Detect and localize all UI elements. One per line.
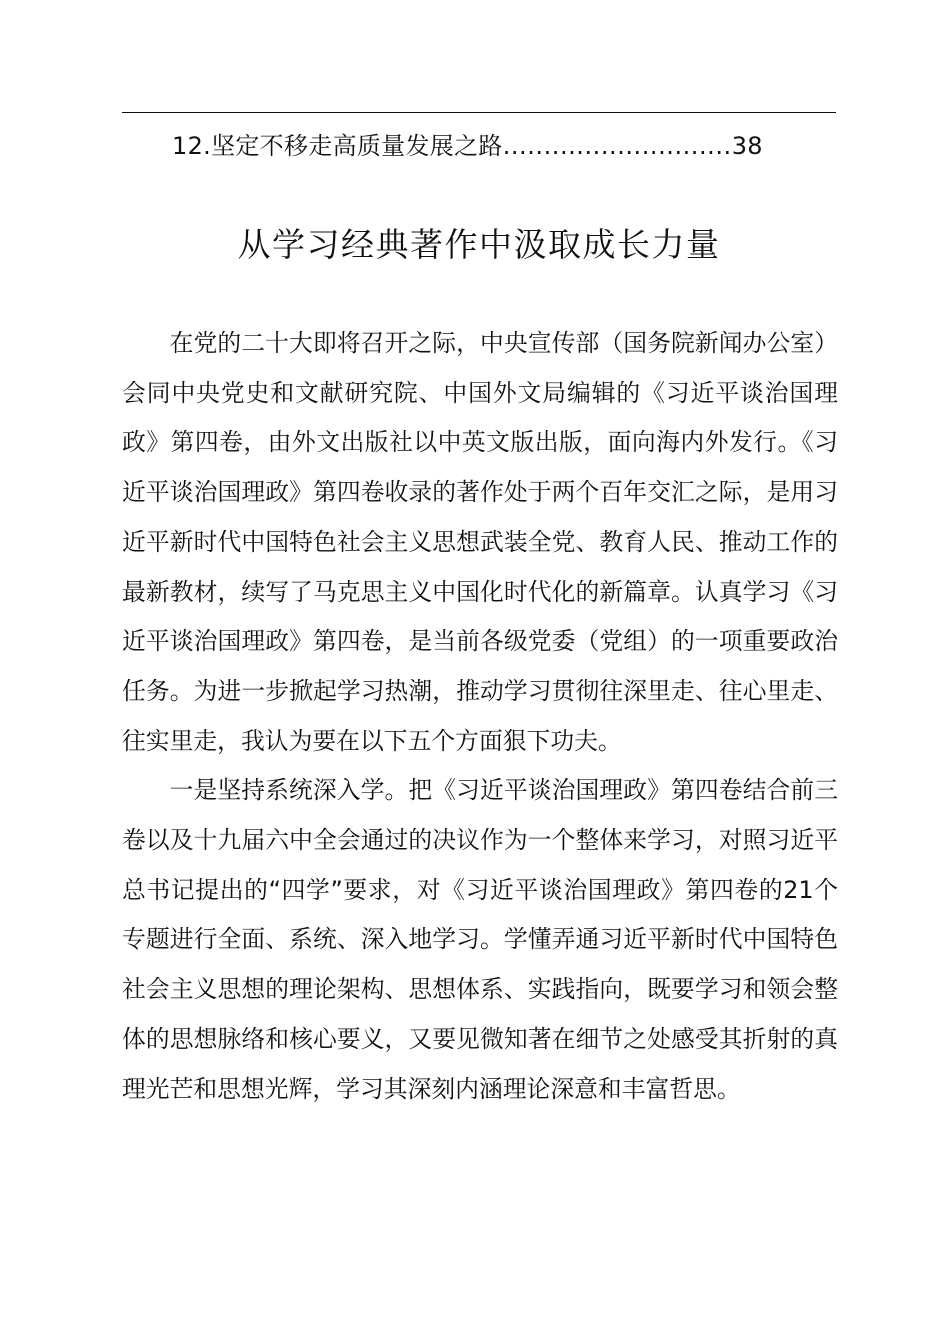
article-title: 从学习经典著作中汲取成长力量 (237, 225, 721, 264)
paragraph-point-one: 一是坚持系统深入学。把《习近平谈治国理政》第四卷结合前三卷以及十九届六中全会通过的决议作为一个整体来学习，对照习近平总书记提出的“四学”要求，对《习近平谈治国理政》第四卷的21个专题进行全面、系统、深入地学习。学懂弄通习近平新时代中国特色社会主义思想的理论架构、思想体系、实践指向，既要学习和领会整体的思想脉络和核心要义，又要见微知著在细节之处感受其折射的真理光芒和思想光辉，学习其深刻内涵理论深意和丰富哲思。 (122, 776, 838, 1103)
article-body (122, 319, 838, 1114)
toc-entry (172, 128, 792, 164)
paragraph-intro: 在党的二十大即将召开之际，中央宣传部（国务院新闻办公室）会同中央党史和文献研究院、中国外文局编辑的《习近平谈治国理政》第四卷，由外文出版社以中英文版出版，面向海内外发行。《习近平谈治国理政》第四卷收录的著作处于两个百年交汇之际，是用习近平新时代中国特色社会主义思想武装全党、教育人民、推动工作的最新教材，续写了马克思主义中国化时代化的新篇章。认真学习《习近平谈治国理政》第四卷，是当前各级党委（党组）的一项重要政治任务。为进一步掀起学习热潮，推动学习贯彻往深里走、往心里走、往实里走，我认为要在以下五个方面狠下功夫。 (122, 329, 838, 755)
toc-entry-title: 坚定不移走高质量发展之路 (211, 132, 503, 160)
toc-entry-number: 12. (172, 132, 212, 160)
toc-leader-dots: ............................ (502, 132, 732, 160)
top-divider (122, 112, 836, 113)
toc-entry-page: 38 (731, 132, 763, 160)
